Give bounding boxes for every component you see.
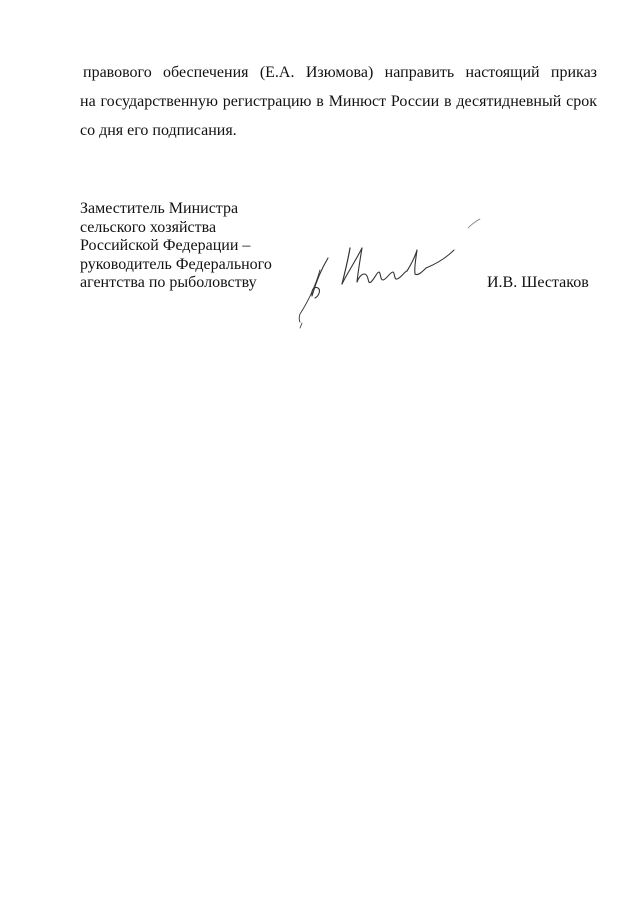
body-line-2: на государственную регистрацию в Минюст России в десятидневный срок bbox=[80, 93, 597, 110]
signer-name: И.В. Шестаков bbox=[487, 274, 589, 291]
signatory-position bbox=[80, 200, 320, 293]
body-line-1: правового обеспечения (Е.А. Изюмова) направить настоящий приказ bbox=[83, 64, 597, 81]
handwritten-signature bbox=[290, 210, 500, 340]
position-line-2: сельского хозяйства bbox=[80, 218, 217, 236]
position-line-3: Российской Федерации – bbox=[80, 237, 251, 254]
body-line-3: со дня его подписания. bbox=[80, 122, 237, 139]
position-line-1: Заместитель Министра bbox=[80, 200, 239, 217]
position-line-5: агентства по рыболовству bbox=[80, 274, 257, 291]
order-body-text bbox=[80, 58, 597, 145]
position-line-4: руководитель Федерального bbox=[80, 255, 272, 273]
